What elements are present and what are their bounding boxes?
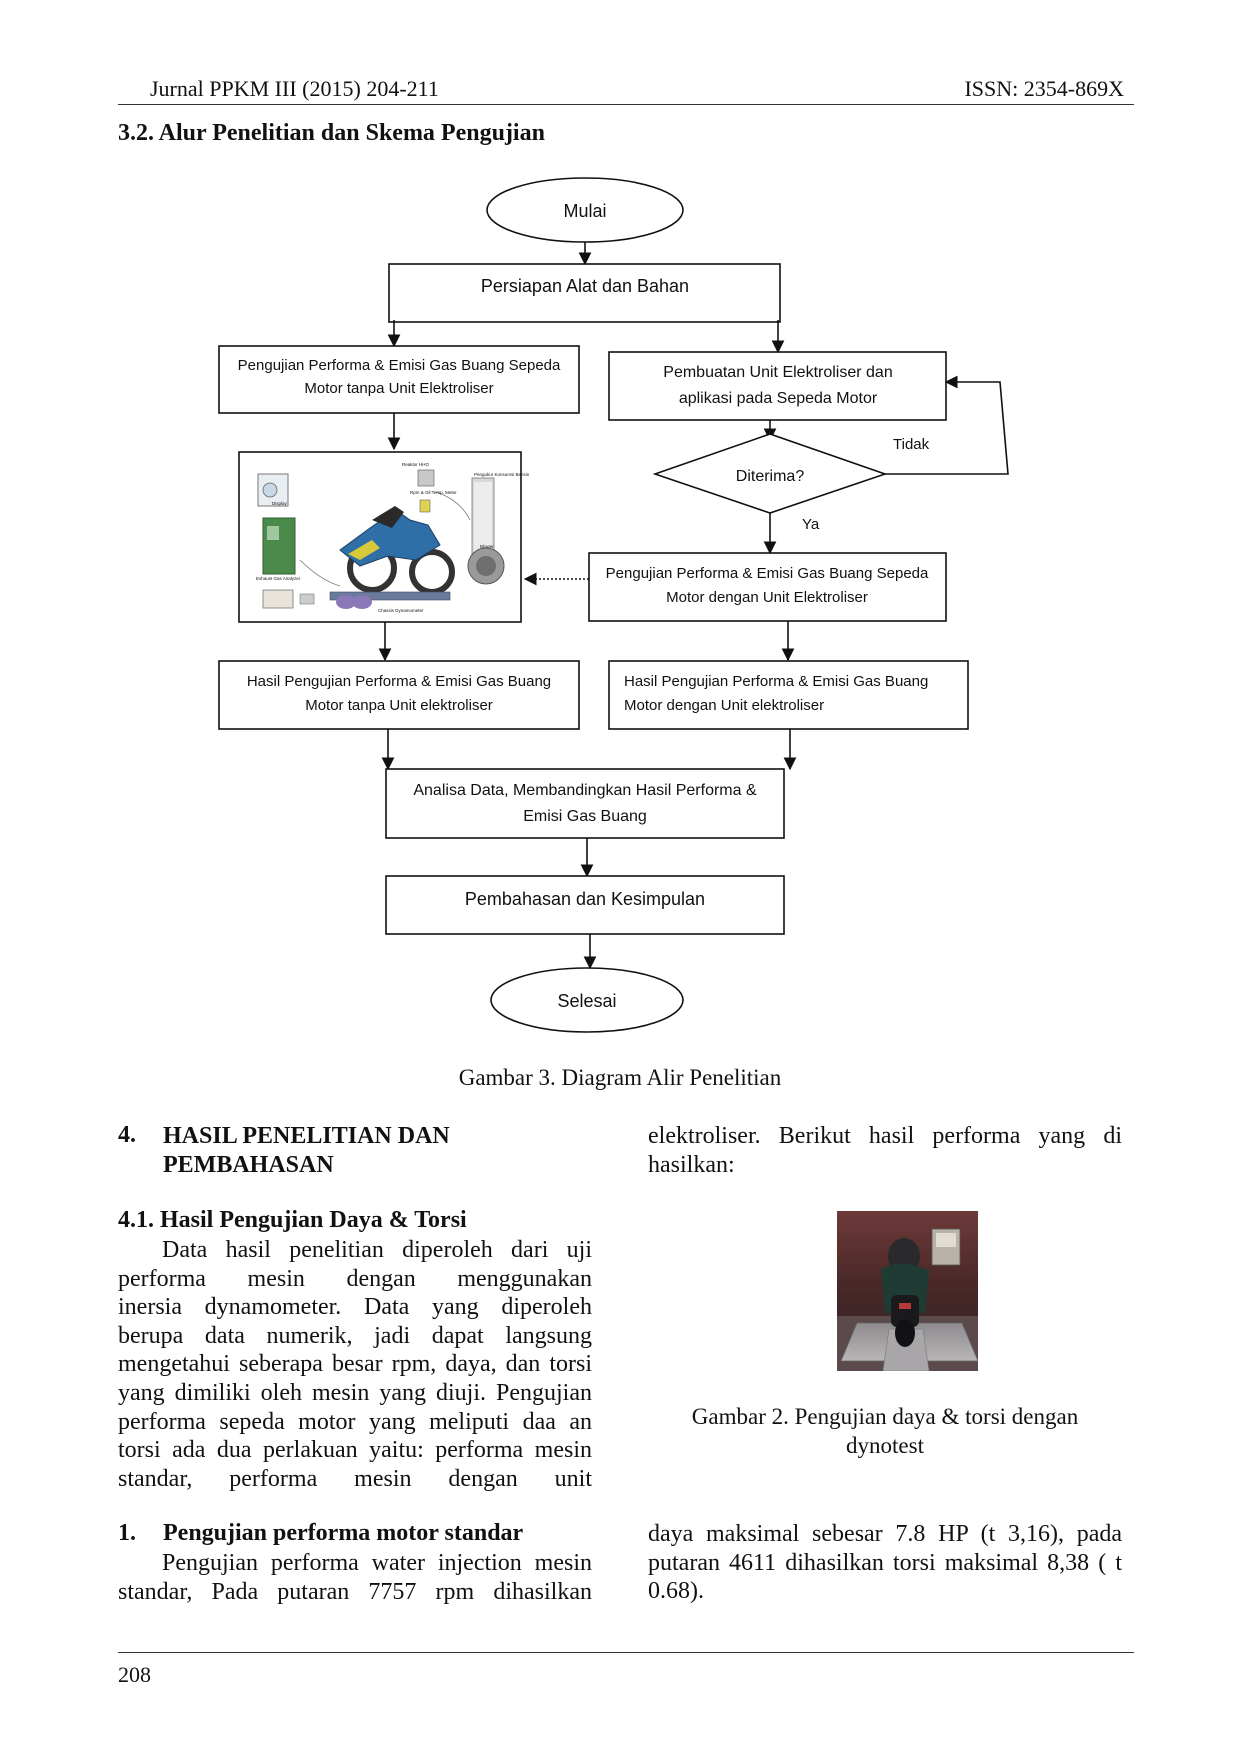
paragraph-line: Pengujian performa water injection mesin xyxy=(162,1550,592,1576)
prep-label: Persiapan Alat dan Bahan xyxy=(480,276,690,296)
left-test-line1: Pengujian Performa & Emisi Gas Buang Sepeda xyxy=(237,357,561,374)
right-build-line2: aplikasi pada Sepeda Motor xyxy=(678,390,878,407)
left-result-line2: Motor tanpa Unit elektroliser xyxy=(305,697,493,714)
test-scheme-illustration xyxy=(239,452,530,622)
paragraph-line: performa sepeda motor yang meliputi daa an xyxy=(118,1408,592,1435)
end-label: Selesai xyxy=(557,991,617,1011)
left-test-line2: Motor tanpa Unit Elektroliser xyxy=(304,380,494,397)
figure2-caption xyxy=(648,1402,1122,1460)
analysis-box xyxy=(386,769,784,838)
analysis-line1: Analisa Data, Membandingkan Hasil Performa & xyxy=(413,782,757,799)
paragraph-line: performa mesin dengan menggunakan xyxy=(118,1265,592,1292)
issn-header: ISSN: 2354-869X xyxy=(964,76,1124,101)
paragraph-line: yang dimiliki oleh mesin yang diuji. Pengujian xyxy=(118,1379,592,1406)
section-title: 3.2. Alur Penelitian dan Skema Pengujian xyxy=(118,120,545,146)
footer-rule xyxy=(118,1652,1134,1653)
right-build-box xyxy=(609,352,946,420)
no-label: Tidak xyxy=(893,436,930,453)
right-bottom-paragraph xyxy=(648,1520,1122,1606)
paragraph-line: putaran 4611 dihasilkan torsi maksimal 8,38 ( t xyxy=(648,1549,1122,1576)
analysis-line2: Emisi Gas Buang xyxy=(523,808,647,825)
paragraph-line: hasilkan: xyxy=(648,1151,735,1178)
start-label: Mulai xyxy=(563,201,607,221)
scheme-exhaust-label: Exhaust Gas Analyzer xyxy=(256,576,301,581)
scheme-rpm-label: Rpm & Oil Temp. Meter xyxy=(410,490,457,495)
paragraph-line: standar, Pada putaran 7757 rpm dihasilkan xyxy=(118,1578,592,1605)
paragraph-line: standar, performa mesin dengan unit xyxy=(118,1465,592,1492)
scheme-fuel-label: Pengukur Konsumsi Bensin xyxy=(474,472,530,477)
item1-number: 1. xyxy=(118,1520,136,1546)
scheme-hho-label: Reaktor HHO xyxy=(402,462,430,467)
paragraph-line: Data hasil penelitian diperoleh dari uji xyxy=(162,1237,592,1263)
right-test-line1: Pengujian Performa & Emisi Gas Buang Sepeda xyxy=(605,565,929,582)
section4-title-line1: HASIL PENELITIAN DAN xyxy=(163,1123,450,1149)
paragraph-line: mengetahui seberapa besar rpm, daya, dan torsi xyxy=(118,1351,592,1378)
subsection-41-title: 4.1. Hasil Pengujian Daya & Torsi xyxy=(118,1207,467,1233)
right-result-line2: Motor dengan Unit elektroliser xyxy=(624,697,825,714)
item1-paragraph xyxy=(118,1549,592,1606)
journal-header: Jurnal PPKM III (2015) 204-211 xyxy=(150,76,439,101)
scheme-chassis-label: Chassis Dynamometer xyxy=(378,608,424,613)
figure2-caption-line2: dynotest xyxy=(846,1433,924,1458)
paragraph-line: daya maksimal sebesar 7.8 HP (t 3,16), pada xyxy=(648,1521,1122,1547)
figure3-caption: Gambar 3. Diagram Alir Penelitian xyxy=(458,1065,782,1090)
section4-title-line2: PEMBAHASAN xyxy=(163,1152,334,1178)
paragraph-line: inersia dynamometer. Data yang diperoleh xyxy=(118,1294,592,1321)
yes-label: Ya xyxy=(802,516,820,533)
subsection-41-paragraph xyxy=(118,1236,592,1493)
discussion-label: Pembahasan dan Kesimpulan xyxy=(464,889,706,909)
section4-title xyxy=(163,1122,450,1180)
decision-label: Diterima? xyxy=(735,468,805,485)
paragraph-line: 0.68). xyxy=(648,1578,704,1605)
dynotest-photo xyxy=(837,1211,978,1371)
section4-number: 4. xyxy=(118,1122,136,1148)
right-test-box xyxy=(589,553,946,621)
page-number: 208 xyxy=(118,1662,151,1687)
paragraph-line: torsi ada dua perlakuan yaitu: performa mesin xyxy=(118,1437,592,1464)
right-top-paragraph xyxy=(648,1122,1122,1179)
left-result-box xyxy=(219,661,579,729)
right-result-box xyxy=(609,661,968,729)
right-build-line1: Pembuatan Unit Elektroliser dan xyxy=(663,364,893,381)
item1-title: Pengujian performa motor standar xyxy=(163,1520,524,1546)
paragraph-line: berupa data numerik, jadi dapat langsung xyxy=(118,1322,592,1349)
right-result-line1: Hasil Pengujian Performa & Emisi Gas Buang xyxy=(624,673,929,690)
paragraph-line: elektroliser. Berikut hasil performa yang di xyxy=(648,1123,1122,1149)
scheme-blower-label: Blower xyxy=(480,544,494,549)
figure2-caption-line1: Gambar 2. Pengujian daya & torsi dengan xyxy=(691,1404,1079,1429)
left-result-line1: Hasil Pengujian Performa & Emisi Gas Buang xyxy=(246,673,552,690)
scheme-display-label: Display xyxy=(272,501,287,506)
right-test-line2: Motor dengan Unit Elektroliser xyxy=(666,589,868,606)
